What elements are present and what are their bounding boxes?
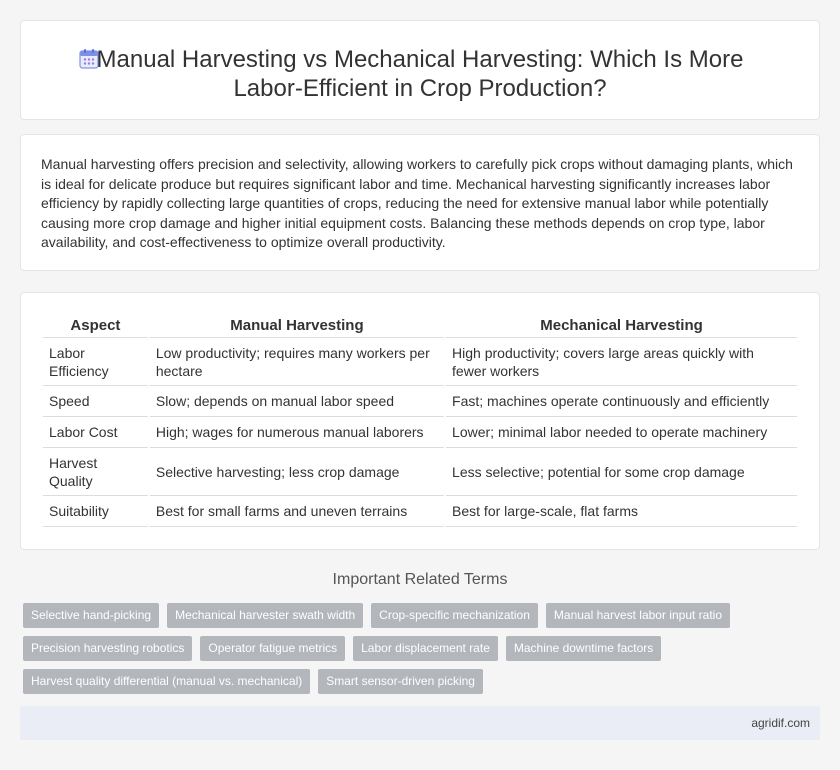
table-row bbox=[43, 496, 797, 527]
term-tag[interactable]: Harvest quality differential (manual vs. mechanical) bbox=[23, 669, 310, 694]
term-tag[interactable]: Smart sensor-driven picking bbox=[318, 669, 483, 694]
row-mechanical: Fast; machines operate continuously and efficiently bbox=[446, 386, 797, 417]
header-aspect: Aspect bbox=[43, 315, 148, 338]
term-tag[interactable]: Precision harvesting robotics bbox=[23, 636, 192, 661]
row-manual: Slow; depends on manual labor speed bbox=[150, 386, 444, 417]
comparison-table bbox=[41, 315, 799, 527]
term-tag[interactable]: Labor displacement rate bbox=[353, 636, 498, 661]
table-row bbox=[43, 448, 797, 496]
header-mechanical: Mechanical Harvesting bbox=[446, 315, 797, 338]
row-mechanical: Lower; minimal labor needed to operate machinery bbox=[446, 417, 797, 448]
term-tag[interactable]: Machine downtime factors bbox=[506, 636, 661, 661]
intro-paragraph: Manual harvesting offers precision and selectivity, allowing workers to carefully pick crops without damaging plants, which is ideal for delicate produce but requires significant labor and time. Mechanical harvesting significantly increases labor efficiency by rapidly collecting large quantities of crops, reducing the need for extensive manual labor while potentially causing more crop damage and higher initial equipment costs. Balancing these methods depends on crop type, labor availability, and cost-effectiveness to optimize overall productivity. bbox=[41, 156, 793, 250]
header-manual: Manual Harvesting bbox=[150, 315, 444, 338]
table-row bbox=[43, 417, 797, 448]
table-row bbox=[43, 386, 797, 417]
row-aspect: Suitability bbox=[43, 496, 148, 527]
term-tag[interactable]: Crop-specific mechanization bbox=[371, 603, 538, 628]
intro-card bbox=[20, 134, 820, 271]
table-header-row bbox=[43, 315, 797, 338]
footer-site-link[interactable]: agridif.com bbox=[751, 716, 810, 730]
row-aspect: Labor Cost bbox=[43, 417, 148, 448]
row-manual: Selective harvesting; less crop damage bbox=[150, 448, 444, 496]
row-manual: High; wages for numerous manual laborers bbox=[150, 417, 444, 448]
row-aspect: Speed bbox=[43, 386, 148, 417]
row-mechanical: High productivity; covers large areas quickly with fewer workers bbox=[446, 338, 797, 386]
related-terms-heading: Important Related Terms bbox=[332, 571, 508, 588]
related-terms-list bbox=[23, 603, 743, 694]
row-manual: Best for small farms and uneven terrains bbox=[150, 496, 444, 527]
term-tag[interactable]: Selective hand-picking bbox=[23, 603, 159, 628]
comparison-table-card bbox=[20, 292, 820, 550]
title-card bbox=[20, 20, 820, 120]
term-tag[interactable]: Manual harvest labor input ratio bbox=[546, 603, 730, 628]
footer-bar bbox=[20, 706, 820, 740]
row-aspect: Harvest Quality bbox=[43, 448, 148, 496]
term-tag[interactable]: Mechanical harvester swath width bbox=[167, 603, 363, 628]
row-mechanical: Less selective; potential for some crop damage bbox=[446, 448, 797, 496]
term-tag[interactable]: Operator fatigue metrics bbox=[200, 636, 345, 661]
row-mechanical: Best for large-scale, flat farms bbox=[446, 496, 797, 527]
page-title: Manual Harvesting vs Mechanical Harvesting: Which Is More Labor-Efficient in Crop Production? bbox=[96, 46, 744, 102]
row-aspect: Labor Efficiency bbox=[43, 338, 148, 386]
row-manual: Low productivity; requires many workers per hectare bbox=[150, 338, 444, 386]
table-row bbox=[43, 338, 797, 386]
